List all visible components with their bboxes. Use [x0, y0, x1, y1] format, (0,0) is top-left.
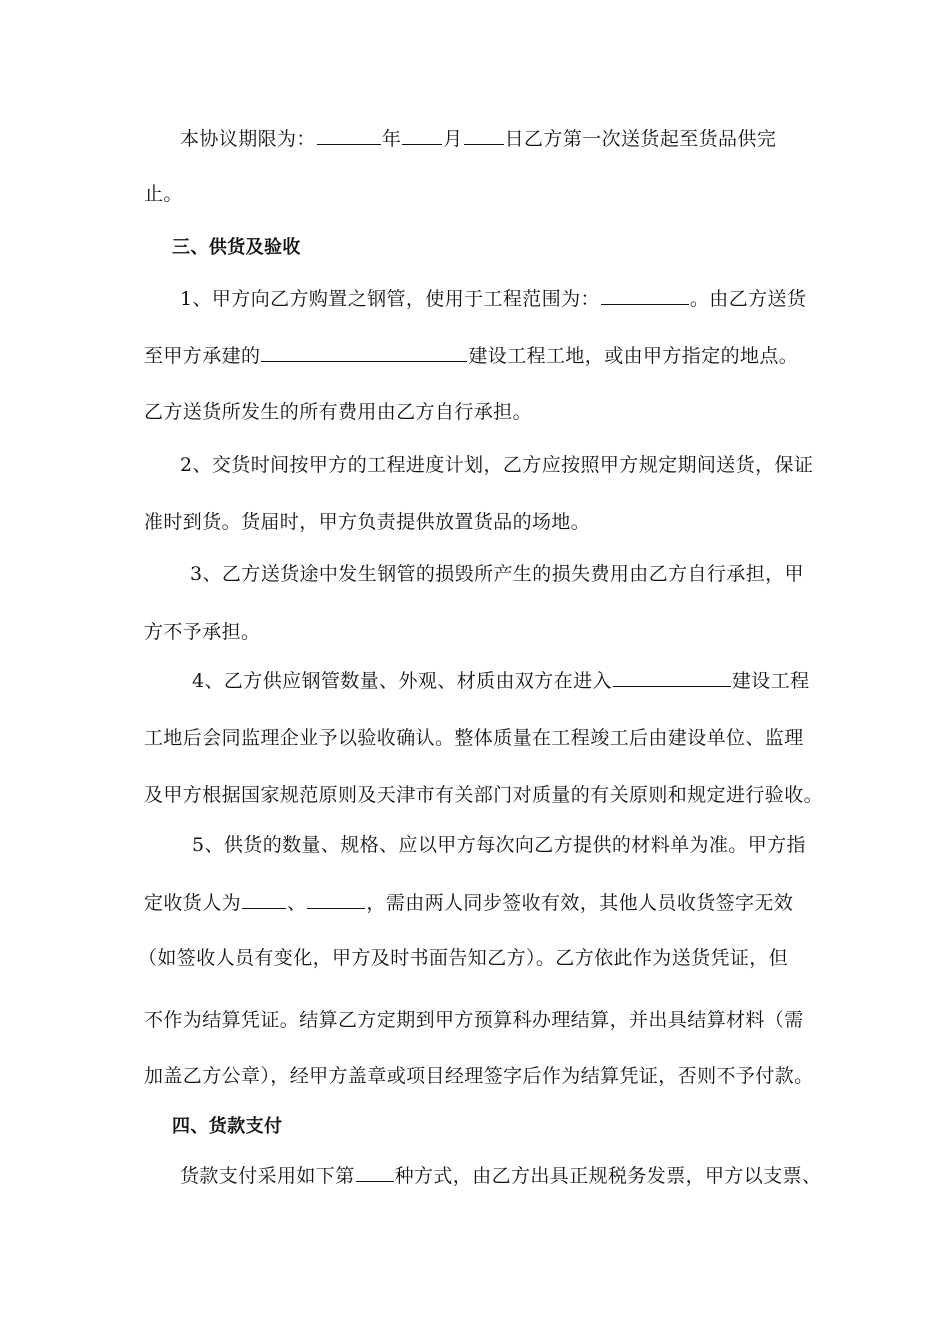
section-heading-payment: 四、货款支付	[172, 1116, 283, 1137]
clause-4-line-1: 4、乙方供应钢管数量、外观、材质由双方在进入 建设工程	[192, 670, 810, 692]
clause-3-line-1: 3、乙方送货途中发生钢管的损毁所产生的损失费用由乙方自行承担，甲	[190, 563, 804, 585]
month-blank[interactable]	[402, 126, 442, 145]
receiver-1-blank[interactable]	[242, 890, 286, 909]
payment-line-1: 货款支付采用如下第 种方式，由乙方出具正规税务发票，甲方以支票、	[180, 1165, 822, 1187]
clause-5-line-4: 不作为结算凭证。结算乙方定期到甲方预算科办理结算，并出具结算材料（需	[144, 1009, 804, 1031]
clause-3-line-2: 方不予承担。	[144, 621, 261, 643]
section-heading-supply: 三、供货及验收	[172, 237, 301, 258]
clause-1-line-1: 1、甲方向乙方购置之钢管，使用于工程范围为： 。由乙方送货	[180, 288, 807, 310]
clause-5-line-5: 加盖乙方公章），经甲方盖章或项目经理签字后作为结算凭证，否则不予付款。	[144, 1065, 814, 1087]
construction-project-blank[interactable]	[261, 343, 467, 362]
clause-5-line-1: 5、供货的数量、规格、应以甲方每次向乙方提供的材料单为准。甲方指	[192, 834, 806, 856]
clause-5-line-2: 定收货人为 、 ，需由两人同步签收有效，其他人员收货签字无效	[144, 892, 794, 914]
clause-4-line-3: 及甲方根据国家规范原则及天津市有关部门对质量的有关原则和规定进行验收。	[144, 784, 824, 806]
term-line: 本协议期限为： 年 月 日乙方第一次送货起至货品供完	[180, 128, 777, 150]
clause-2-line-2: 准时到货。货届时，甲方负责提供放置货品的场地。	[144, 511, 591, 533]
clause-1-line-2: 至甲方承建的 建设工程工地，或由甲方指定的地点。	[144, 345, 799, 367]
payment-method-blank[interactable]	[356, 1163, 394, 1182]
clause-4-line-2: 工地后会同监理企业予以验收确认。整体质量在工程竣工后由建设单位、监理	[144, 727, 804, 749]
clause-1-line-3: 乙方送货所发生的所有费用由乙方自行承担。	[144, 401, 533, 423]
day-blank[interactable]	[464, 126, 504, 145]
receiver-2-blank[interactable]	[307, 890, 365, 909]
clause-5-line-3: （如签收人员有变化，甲方及时书面告知乙方）。乙方依此作为送货凭证，但	[138, 947, 789, 969]
year-blank[interactable]	[317, 126, 381, 145]
project-scope-blank[interactable]	[601, 286, 689, 305]
site-name-blank[interactable]	[613, 668, 731, 687]
clause-2-line-1: 2、交货时间按甲方的工程进度计划，乙方应按照甲方规定期间送货，保证	[180, 454, 814, 476]
term-line-continued: 止。	[144, 183, 183, 205]
